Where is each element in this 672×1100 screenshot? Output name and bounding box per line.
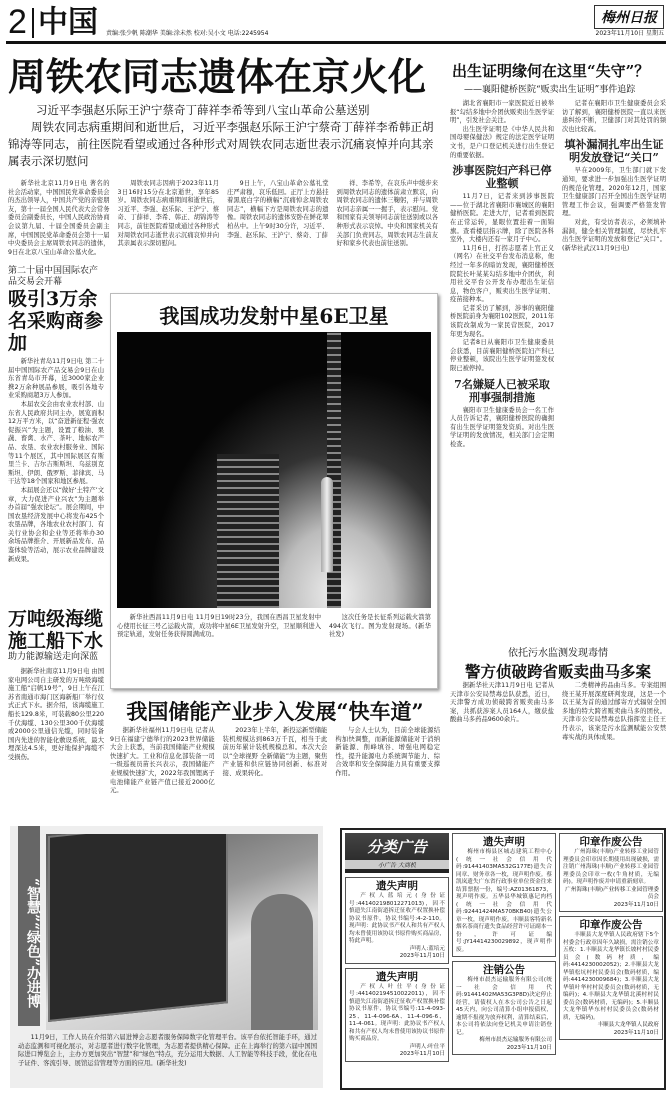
expo-photo xyxy=(46,834,318,1030)
ad-body: 梅州市晨杰运输服务有限公司(统一社会信用代码:91441402MA53G3P8D)决定停止经营，请债权人在本公司公告之日起45天内，向公司清算小组申报债权，逾期不报视为放弃权利，清算结束后，本公司将依法向登记机关申请注销登记。 xyxy=(456,977,552,1036)
ad-date: 2023年11月10日 xyxy=(399,1051,445,1057)
staff-member xyxy=(251,894,313,1030)
article-paragraph: 记者采访了解到，涉事的襄阳健桥医院前身为襄阳102医院，2011年该院改制成为一家民营医院，2017年更为现名。 xyxy=(450,304,554,338)
article-paragraph: 祥、李希等，在哀乐声中缓步来到周铁农同志的遗体前肃立默哀，向周铁农同志的遗体三鞠躬，并与周铁农同志亲属一一握手，表示慰问。党和国家有关领导同志前往送别或以各种形式表示哀悼。中央和国家机关有关部门负责同志，周铁农同志生前友好和家乡代表也前往送别。 xyxy=(336,180,438,248)
ad-title: 印章作废公告 xyxy=(579,836,643,848)
banner-slogan: 小广告 大商机 xyxy=(345,860,449,869)
article-paragraph: 2023年上半年，新投运新型储能装机规模达到863万千瓦，相当于此前历年累计装机规模总和。本次大会以“全球视野 全新储能”为主题，聚焦产业链和供应链协同创新、标准对接、成果转化。 xyxy=(222,727,328,777)
issue-date: 2023年11月10日 星期五 xyxy=(595,30,664,37)
editor-credits: 责编:张少帆 陈潮华 美编:涂未然 校对:吴小文 电话:2245954 xyxy=(106,30,269,37)
dashboard-screen xyxy=(48,834,228,1022)
article-paragraph: 襄阳市卫生健康委员会一名工作人员告诉记者，襄阳健桥医院的确拥有出生医学证明签发资质。对出生医学证明的发放情况，相关部门会定期检查。 xyxy=(450,406,554,448)
photo-caption: 11月9日，工作人员在介绍第六届进博会志愿者服务保障数字化管理平台。该平台依托智能手环，通过动态监测和可视化展示，对志愿者进行数字化管理，为志愿者提供精心保障。正在上海举行的第六届中国国际进口博览会上，主办方更加突出“智慧”和“绿色”特点，充分运用大数据、人工智能等科技手段，优化在电子证件、客流引导、展馆运营管理等方面的应用。(新华社发) xyxy=(18,1034,317,1067)
ad-body: 产权人叶仕平(身份证号:441402194510022011)，因不慎遗失江南街道拆迁征收产权置换补偿协议书原件，协议书编号:11-4-093-25、11-4-096-6A、11-4-096-6、11-4-061。现声明：此协议书产权人和共有产权人均未曾使用该协议书原件购买商品房。 xyxy=(349,983,445,1042)
ad-body: 广州海珠(丰顺)产业转移工业园管理委员会印章因长期使用出现破损，需注销广州海珠(丰顺)产业转移工业园管理委员会印章一枚(牛角材质，无编码)。现声明作废并申请重新刻章。 xyxy=(563,849,659,885)
ad-notice xyxy=(559,833,663,912)
photo-caption: 新华社西昌11月9日电 11月9日19时23分，我国在西昌卫星发射中心使用长征三号乙运载火箭，成功将中星6E卫星发射升空，卫星顺利进入预定轨道，发射任务获得圆满成功。 xyxy=(117,614,321,639)
article-paragraph: 据新华社福州11月9日电 记者从9日在福建宁德举行的2023世界储能大会上获悉，当前我国储能产业规模快速扩大。工业和信息化部装备一司一级巡视员苗长兴表示，我国储能产业规模快速扩大，2022年我国锂离子电池储能产业链产值已接近2000亿元。 xyxy=(110,727,215,795)
article-paragraph: 11月7日，记者来到涉事医院——位于湖北省襄阳市襄城区的襄阳健桥医院。走进大厅，记者看到医院在正常运转，显眼位置挂着一面锦旗。查看楼层指示牌，除了医院各科室外，大楼内还有一家月子中心。 xyxy=(450,193,554,244)
section-heading: 7名嫌疑人已被采取刑事强制措施 xyxy=(454,377,550,404)
cable-subheadline: 助力能源输送走向深蓝 xyxy=(8,652,99,662)
article-paragraph: 本届农交会由农业农村部、山东省人民政府共同主办，展览面积12万平方米，以“奋进新征程·强农促振兴”为主题，设置了粮油、果蔬、畜禽、水产、茶叶、地标农产品、农垦、农业农村服务业、国际等11个展区，其中国际展区有斯里兰卡、吉尔吉斯斯坦、乌兹别克斯坦、伊朗、俄罗斯、菲律宾、马干达等18个国家和地区参展。 xyxy=(8,400,104,486)
section-heading: 填补漏洞扎牢出生证明发放登记“关口” xyxy=(564,138,664,165)
lead-subheadline: 习近平李强赵乐际王沪宁蔡奇丁薛祥李希等到八宝山革命公墓送别 xyxy=(36,103,370,117)
rocket xyxy=(321,477,333,572)
ad-signature: 广州海珠(丰顺)产业转移工业园管理委员会 xyxy=(565,886,659,900)
ad-signature: 声明人:蓝培元 xyxy=(409,945,445,952)
article-paragraph: 新华社青岛11月9日电 第二十届中国国际农产品交易会9日在山东省青岛市开幕，近3000家企业携2万余种展品参展，吸引各地专业采购商超3万人参加。 xyxy=(8,358,104,400)
section-heading: 涉事医院妇产科已停业整顿 xyxy=(452,164,552,191)
lead-summary: 周铁农同志病重期间和逝世后，习近平李强赵乐际王沪宁蔡奇丁薛祥李希韩正胡锦涛等同志，前往医院看望或通过各种形式对周铁农同志逝世表示沉痛哀悼并向其亲属表示深切慰问 xyxy=(8,120,434,168)
rocket-launch-photo xyxy=(117,332,431,608)
agri-headline: 吸引3万余名采购商参加 xyxy=(8,288,104,354)
ad-title: 遗失声明 xyxy=(376,970,418,983)
article-paragraph: 周铁农同志因病于2023年11月3日16时15分在北京逝世，享年85岁。周铁农同志病重期间和逝世后，习近平、李强、赵乐际、王沪宁、蔡奇、丁薛祥、李希、韩正、胡锦涛等同志，前往医院看望或通过各种形式对周铁农同志逝世表示沉痛哀悼并向其亲属表示深切慰问。 xyxy=(117,180,219,248)
ad-date: 2023年11月10日 xyxy=(613,901,659,908)
birth-certificate-headline: 出生证明缘何在这里“失守”？ xyxy=(452,62,650,80)
article-paragraph: 据新华社南京11月9日电 由国家电网公司自主研发的万吨级海缆施工船“启帆19号”，9日上午在江苏省南通市海门区海新船厂举行仪式正式下水。据介绍，该海缆施工船长129.8米，可装载80公里220千伏海缆、130公里300千伏海缆或2000公里通信光缆，同时装备国内先进的智能化敷设系统，最大埋深达4.5米，更好地保护海缆不受损伤。 xyxy=(8,668,104,761)
ad-signature: 丰顺县大龙华镇人民政府 xyxy=(597,1022,659,1028)
ad-title: 注销公告 xyxy=(483,964,525,976)
article-paragraph: 据新华社天津11月9日电 记者从天津市公安局禁毒总队获悉，近日，天津警方成功侦破跨省贩卖曲马多案，共抓获涉案人员164人，缴获盐酸曲马多药品9600余片。 xyxy=(450,682,554,724)
lead-article-body xyxy=(8,180,438,257)
article-paragraph: 湖北省襄阳市一家医院近日被举报“勾结多地中介团伙贩卖出生医学证明”，引发社会关注。 xyxy=(450,100,555,125)
ad-signature: 声明人:叶仕平 xyxy=(409,1043,445,1050)
page-number: 2 xyxy=(8,3,27,41)
article-paragraph: 早在2009年，卫生部门就下发通知，要求进一步加强出生医学证明的规范化管理。2020年12月，国家卫生健康部门召开全国出生医学证明管理工作会议，强调要严格签发管理。 xyxy=(562,167,666,218)
article-paragraph: 记者在襄阳市卫生健康委员会采访了解到，襄阳健桥医院一直以来医患纠纷不断，卫健部门对其处罚的频次也比较高。 xyxy=(562,100,666,133)
article-paragraph: 11月6日，打拐志愿者上官正义（网名）在社交平台发布消息称，他经过一年多的暗访发现，襄阳健桥医院院长叶某某勾结多地中介团伙，利用社交平台公开发布办理出生证信息，物色客户，贩卖出生医学证明、疫苗接种本。 xyxy=(450,244,554,304)
classified-ads xyxy=(340,828,666,1090)
newspaper-logo: 梅州日报 xyxy=(594,5,664,29)
article-paragraph: 出生医学证明是《中华人民共和国母婴保健法》规定的法定医学证明文书，是户口登记机关进行出生登记的重要依据。 xyxy=(450,125,554,159)
drug-case-article xyxy=(450,682,666,742)
article-paragraph: 本届展会还以“做好‘土特产’文章，大力促进产业兴农”为主题举办首届“强农论坛”。展会期间，中国农垦经济发展中心将发布425个农垦品牌，各地农业农村部门、有关行业协会和企业等还将举办30余场品牌推介、开展新品发布、品鉴体验等活动，展示农业品牌建设新成果。 xyxy=(8,486,104,563)
classified-banner xyxy=(345,833,449,873)
cable-headline: 万吨级海缆施工船下水 xyxy=(8,608,104,652)
ad-notice xyxy=(559,916,663,1040)
agri-kicker: 第二十届中国国际农产品交易会开幕 xyxy=(8,266,99,287)
lead-headline: 周铁农同志遗体在京火化 xyxy=(8,54,427,99)
header-rule xyxy=(6,41,666,44)
ad-date: 2023年11月10日 xyxy=(399,953,445,959)
expo-photo-feature xyxy=(10,826,323,1088)
ad-title: 印章作废公告 xyxy=(579,919,643,931)
cable-ship-article xyxy=(8,608,104,763)
ad-notice xyxy=(345,968,449,1062)
article-paragraph: 新华社北京11月9日电 著名的社会活动家，中国国民党革命委员会的杰出领导人，中国共产党的亲密朋友，第十一届全国人民代表大会常务委员会副委员长，中国人民政治协商会议第九届、十届全国委员会副主席，中国国民党革命委员会第十一届中央委员会主席周铁农同志的遗体，9日在北京八宝山革命公墓火化。 xyxy=(8,180,110,256)
birth-certificate-article xyxy=(450,100,666,450)
agri-fair-article xyxy=(8,266,104,564)
satellite-photo-story xyxy=(110,293,438,689)
ad-date: 2023年11月10日 xyxy=(613,1029,659,1036)
article-paragraph: 二类精神药品曲马多。专案组围绕王某开展深度研判发现，这是一个以王某为首的通过邮寄方式辐射全国多地的特大跨省贩卖曲马多的团伙。天津市公安局禁毒总队指挥室主任王丹表示，该案是污水监测赋能公安禁毒实战的具体成果。 xyxy=(562,682,666,741)
article-paragraph: 对此，有受访者表示，必须填补漏洞，健全相关管理制度，尽快扎牢出生医学证明的发放和登记“关口”。(新华社武汉11月9日电) xyxy=(562,218,666,252)
energy-article-body xyxy=(110,727,440,796)
ad-date: 2023年11月10日 xyxy=(506,1044,552,1051)
article-paragraph: 记者8日从襄阳市卫生健康委员会获悉，目前襄阳健桥医院妇产科已停业整顿，该院出生医学证明签发权限已被停掉。 xyxy=(450,339,554,373)
energy-headline: 我国储能产业步入发展“快车道” xyxy=(126,699,424,724)
section-title: 中国 xyxy=(38,5,98,40)
ad-signature: 梅州市晨杰运输服务有限公司 xyxy=(479,1037,552,1043)
expo-ribbon-title: “智慧”“绿色”办进博 xyxy=(18,826,40,1026)
ad-notice xyxy=(452,961,556,1055)
ad-body: 产权人蓝培元(身份证号:441402198012271013)，因不慎遗失江南街道拆迁征收产权置换补偿协议书原件，协议书编号:4-2-110。现声明：此协议书产权人和共有产权人均未曾使用该协议书原件购买商品房，特此声明。 xyxy=(349,893,445,944)
banner-title: 分类广告 xyxy=(366,838,427,856)
ad-title: 遗失声明 xyxy=(376,880,418,892)
article-paragraph: 9日上午，八宝山革命公墓礼堂庄严肃穆，哀乐低回。正厅上方悬挂着黑底白字的横幅“沉痛悼念周铁农同志”，横幅下方是周铁农同志的遗像。周铁农同志的遗体安卧在鲜花翠柏丛中。上午9时30分许，习近平、李强、赵乐际、王沪宁、蔡奇、丁薛 xyxy=(227,180,329,239)
service-structure xyxy=(217,454,279,608)
drug-case-headline: 警方侦破跨省贩卖曲马多案 xyxy=(464,662,651,681)
ad-notice xyxy=(345,877,449,964)
page-number-divider xyxy=(32,8,34,38)
ad-title: 遗失声明 xyxy=(483,836,525,848)
birth-certificate-subheadline: ——襄阳健桥医院“贩卖出生证明”事件追踪 xyxy=(464,85,636,95)
photo-caption: 这次任务是长征系列运载火箭第494次飞行。图为发射现场。(新华社发) xyxy=(329,614,431,639)
ad-body: 丰顺县大龙华镇人民政府辖下5个村委会行政章因年久缺损，需注销公章五枚：1.丰顺县大龙华镇长坡村村民委员会(数码材质，编码:4414230002052)；2.丰顺县大龙华镇松坑村村民委员会(数码材质，编码:4414230009684)；3.丰顺县大龙华镇叶华村村民委员会(数码材质，无编码)；4.丰顺县大龙华镇北溪村村民委员会(数码材质，无编码)；5.丰顺县大龙华镇华东村村民委员会(数码材质，无编码)。 xyxy=(563,932,659,1021)
article-paragraph: 与会人士认为，目前全球能源结构加快调整，而新能源储能对于消纳新能源、削峰填谷、增强电网稳定性，提升能源电力系统调节能力、综合效率和安全保障能力具有重要支撑作用。 xyxy=(335,727,441,777)
drug-case-kicker: 依托污水监测发现毒情 xyxy=(508,648,608,659)
ad-body: 梅州市梅县区城志建筑工程中心(统一社会信用代码:91441403MA532G177E)遗失合同章、财务章各一枚，现声明作废。蔡凯岚遗失广东省行政事业单位资金往来结算票据一份，编号:AZ01361873，现声明作废。五华县华城镇惠记肉档(统一社会信用代码:92441424MA570BKB40)遗失公章一枚，现声明作废。丰顺县客特新名烟名茶商行遗失食品经营许可证副本一份，许可证编号:JY14414230029892，现声明作废。 xyxy=(456,849,552,953)
satellite-headline: 我国成功发射中星6E卫星 xyxy=(159,304,389,328)
ad-notice xyxy=(452,833,556,957)
